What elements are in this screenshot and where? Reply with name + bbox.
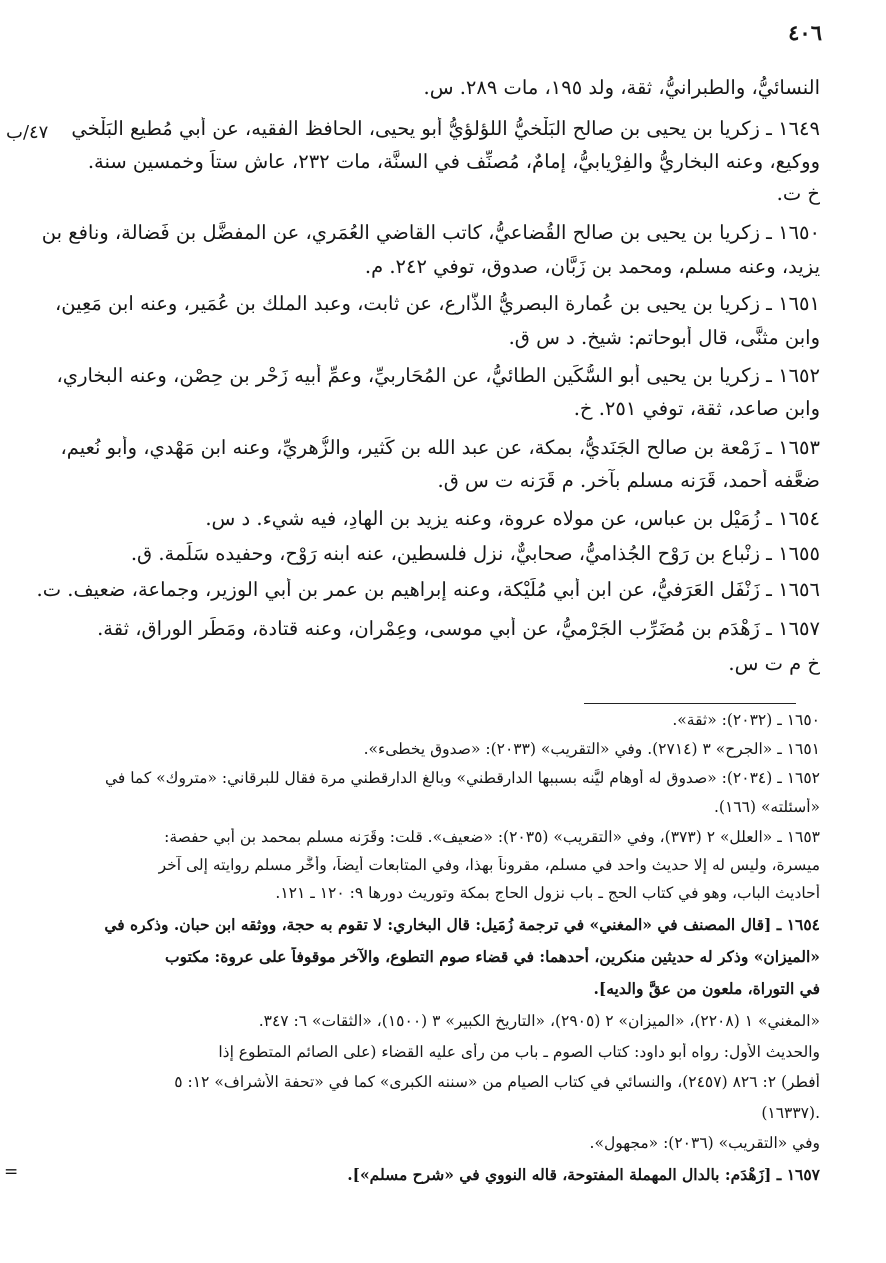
footnote-line: أحاديث الباب، وهو في كتاب الحج ـ باب نزول الحاج بمكة وتوريث دورها ٩: ١٢٠ ـ ١٢١. bbox=[275, 884, 820, 902]
entry-line: النسائيُّ، والطبرانيُّ، ثقة، ولد ١٩٥، مات ٢٨٩. س. bbox=[423, 76, 820, 99]
entry-1655-line: ١٦٥٥ ـ زِنْباع بن رَوْح الجُذاميُّ، صحابيٌّ، نزل فلسطين، عنه ابنه رَوْح، وحفيده سَلَمة. ق. bbox=[130, 542, 820, 565]
entry-line: ضعَّفه أحمد، قَرَنه مسلم بآخر. م قَرَنه ت س ق. bbox=[437, 469, 820, 492]
entry-1651-line: ١٦٥١ ـ زكريا بن يحيى بن عُمارة البصريُّ الذَّارع، عن ثابت، وعبد الملك بن عُمَير، وعنه ابن مَعِين، bbox=[54, 292, 820, 315]
footnote-line-bold: ١٦٥٧ ـ [زَهْدَم: بالدال المهملة المفتوحة، قاله النووي في «شرح مسلم»]. bbox=[347, 1165, 820, 1184]
entry-1650-line: ١٦٥٠ ـ زكريا بن يحيى بن صالح القُضاعيُّ، كاتب القاضي العُمَري، عن المفضَّل بن فَضالة، ونافع بن bbox=[41, 221, 820, 244]
footnote-line: ١٦٥١ ـ «الجرح» ٣ (٢٧١٤). وفي «التقريب» (٢٠٣٣): «صدوق يخطىء». bbox=[363, 740, 820, 758]
footnote-line: أفطر) ٢: ٨٢٦ (٢٤٥٧)، والنسائي في كتاب الصيام من «سننه الكبرى» كما في «تحفة الأشراف» ١٢: ٥ bbox=[174, 1073, 820, 1091]
footnote-line: ١٦٥٠ ـ (٢٠٣٢): «ثقة». bbox=[672, 711, 820, 729]
footnote-line-bold: في التوراة، ملعون من عقَّ والديه]. bbox=[593, 979, 820, 998]
footnote-line: ١٦٥٣ ـ «العلل» ٢ (٣٧٣)، وفي «التقريب» (٢٠٣٥): «ضعيف». قلت: وقَرَنه مسلم بمحمد بن أبي حفصة: bbox=[164, 828, 820, 846]
entry-line: وابن مثنَّى، قال أبوحاتم: شيخ. د س ق. bbox=[508, 326, 820, 349]
entry-sigla: خ م ت س. bbox=[728, 652, 820, 675]
footnote-line: ميسرة، وليس له إلا حديث واحد في مسلم، مقروناً بهذا، وفي المتابعات أيضاً، وأخَّر مسلم روايته إلى آخر bbox=[158, 856, 820, 874]
footnote-line: والحديث الأول: رواه أبو داود: كتاب الصوم ـ باب من رأى عليه القضاء (على الصائم المتطوع إذا bbox=[218, 1043, 820, 1061]
footnote-line: وفي «التقريب» (٢٠٣٦): «مجهول». bbox=[589, 1134, 820, 1152]
footnote-line-bold: ١٦٥٤ ـ [قال المصنف في «المغني» في ترجمة زُمَيل: قال البخاري: لا تقوم به حجة، ووثقه ابن حبان. وذكره في bbox=[104, 915, 820, 934]
entry-line: يزيد، وعنه مسلم، ومحمد بن زَبَّان، صدوق، توفي ٢٤٢. م. bbox=[364, 255, 820, 278]
entry-line: ووكيع، وعنه البخاريُّ والفِرْيابيُّ، إمامٌ، مُصنِّف في السنَّة، مات ٢٣٢، عاش ستاً وخمسين سنة. bbox=[87, 150, 820, 173]
margin-mark: = bbox=[4, 1162, 19, 1182]
footnote-separator bbox=[584, 703, 796, 704]
footnote-line-bold: «الميزان» وذكر له حديثين منكرين، أحدهما: في قضاء صوم التطوع، والآخر موقوفاً على عروة: مكتوب bbox=[164, 947, 820, 966]
footnote-line: ١٦٥٢ ـ (٢٠٣٤): «صدوق له أوهام ليَّنه بسببها الدارقطني» وبالغ الدارقطني مرة فقال للبرقاني: «متروك» كما في bbox=[104, 769, 820, 787]
footnote-line: «المغني» ١ (٢٢٠٨)، «الميزان» ٢ (٢٩٠٥)، «التاريخ الكبير» ٣ (١٥٠٠)، «الثقات» ٦: ٣٤٧. bbox=[258, 1012, 820, 1030]
footnote-line: «أسئلته» (١٦٦). bbox=[714, 798, 820, 816]
entry-1652-line: ١٦٥٢ ـ زكريا بن يحيى أبو السُّكَين الطائيُّ، عن المُحَاربيِّ، وعمِّ أبيه زَحْر بن حِصْن، وعنه البخاري، bbox=[56, 364, 820, 387]
entry-1653-line: ١٦٥٣ ـ زَمْعة بن صالح الجَنَديُّ، بمكة، عن عبد الله بن كَثير، والزُّهريِّ، وعنه ابن مَهْدي، وأبو نُعيم، bbox=[60, 436, 820, 459]
entry-sigla: خ ت. bbox=[776, 182, 820, 205]
page-number: ٤٠٦ bbox=[788, 20, 822, 45]
entry-line: وابن صاعد، ثقة، توفي ٢٥١. خ. bbox=[573, 397, 820, 420]
entry-1654-line: ١٦٥٤ ـ زُمَيْل بن عباس، عن مولاه عروة، وعنه يزيد بن الهادِ، فيه شيء. د س. bbox=[205, 507, 820, 530]
footnote-line: (١٦٣٣٧). bbox=[761, 1104, 820, 1122]
entry-1656-line: ١٦٥٦ ـ زَنْفَل العَرَفيُّ، عن ابن أبي مُلَيْكة، وعنه إبراهيم بن عمر بن أبي الوزير، وجماعة، ضعيف. ت. bbox=[36, 578, 820, 601]
entry-1649-line: ١٦٤٩ ـ زكريا بن يحيى بن صالح البَلْخيُّ اللؤلؤيُّ أبو يحيى، الحافظ الفقيه، عن أبي مُطيع البَلْخي bbox=[71, 117, 820, 140]
entry-1657-line: ١٦٥٧ ـ زَهْدَم بن مُضَرِّب الجَرْميُّ، عن أبي موسى، وعِمْران، وعنه قتادة، ومَطَر الوراق، ثقة. bbox=[97, 617, 820, 640]
manuscript-folio-note: ٤٧/ب bbox=[6, 122, 49, 143]
